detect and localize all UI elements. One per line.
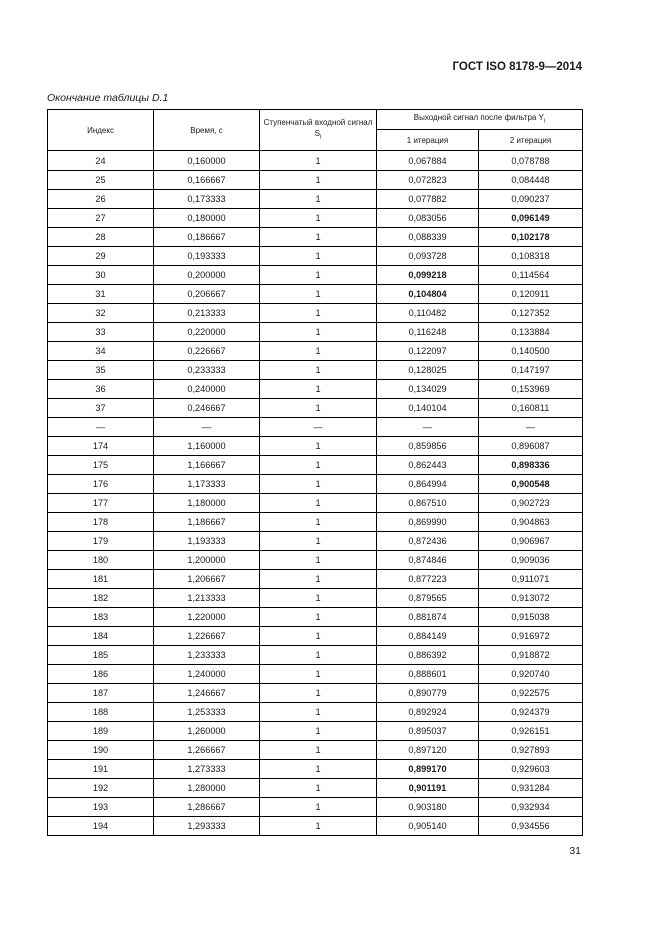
cell-input-signal: 1 — [260, 247, 377, 266]
cell-iteration-2: 0,084448 — [479, 171, 583, 190]
table-row — [48, 342, 583, 361]
cell-iteration-2: 0,926151 — [479, 722, 583, 741]
cell-index: 176 — [48, 475, 154, 494]
cell-index: 180 — [48, 551, 154, 570]
cell-input-signal: 1 — [260, 266, 377, 285]
cell-iteration-1: 0,884149 — [377, 627, 479, 646]
table-row — [48, 779, 583, 798]
cell-iteration-1: 0,083056 — [377, 209, 479, 228]
cell-input-signal: 1 — [260, 513, 377, 532]
cell-input-signal: 1 — [260, 190, 377, 209]
cell-iteration-1: 0,088339 — [377, 228, 479, 247]
cell-index: 174 — [48, 437, 154, 456]
table-row — [48, 361, 583, 380]
cell-input-signal: 1 — [260, 741, 377, 760]
page-number: 31 — [569, 845, 581, 857]
cell-index: 36 — [48, 380, 154, 399]
cell-input-signal: 1 — [260, 570, 377, 589]
cell-iteration-1: 0,897120 — [377, 741, 479, 760]
cell-time: 0,246667 — [154, 399, 260, 418]
table-row — [48, 494, 583, 513]
cell-iteration-2: 0,090237 — [479, 190, 583, 209]
cell-iteration-2: 0,924379 — [479, 703, 583, 722]
cell-iteration-1: 0,867510 — [377, 494, 479, 513]
cell-iteration-1: 0,869990 — [377, 513, 479, 532]
table-row — [48, 589, 583, 608]
cell-index: 194 — [48, 817, 154, 836]
cell-iteration-2: 0,133884 — [479, 323, 583, 342]
table-row — [48, 399, 583, 418]
cell-iteration-2: 0,120911 — [479, 285, 583, 304]
cell-input-signal: 1 — [260, 779, 377, 798]
cell-index: 35 — [48, 361, 154, 380]
cell-time: 0,240000 — [154, 380, 260, 399]
cell-time: 1,206667 — [154, 570, 260, 589]
cell-iteration-1: 0,901191 — [377, 779, 479, 798]
cell-iteration-2: 0,904863 — [479, 513, 583, 532]
cell-index: 33 — [48, 323, 154, 342]
cell-index: 175 — [48, 456, 154, 475]
table-row — [48, 684, 583, 703]
cell-index: 25 — [48, 171, 154, 190]
table-row — [48, 171, 583, 190]
cell-time: 0,166667 — [154, 171, 260, 190]
cell-input-signal: 1 — [260, 551, 377, 570]
cell-iteration-1: 0,895037 — [377, 722, 479, 741]
table-row — [48, 228, 583, 247]
cell-iteration-1: 0,892924 — [377, 703, 479, 722]
cell-time: 0,193333 — [154, 247, 260, 266]
col-header-index: Индекс — [48, 110, 154, 151]
table-row — [48, 703, 583, 722]
cell-time: 1,280000 — [154, 779, 260, 798]
input-signal-label: Ступенчатый входной сигнал S — [263, 117, 373, 138]
cell-input-signal: 1 — [260, 532, 377, 551]
cell-iteration-2: 0,108318 — [479, 247, 583, 266]
cell-index: 185 — [48, 646, 154, 665]
col-header-output-signal — [377, 110, 583, 130]
cell-input-signal: 1 — [260, 209, 377, 228]
table-row — [48, 722, 583, 741]
cell-input-signal: — — [260, 418, 377, 437]
cell-iteration-1: 0,890779 — [377, 684, 479, 703]
cell-iteration-2: 0,102178 — [479, 228, 583, 247]
cell-iteration-1: 0,859856 — [377, 437, 479, 456]
cell-time: 0,206667 — [154, 285, 260, 304]
table-row — [48, 380, 583, 399]
cell-index: 34 — [48, 342, 154, 361]
cell-input-signal: 1 — [260, 608, 377, 627]
cell-time: 0,173333 — [154, 190, 260, 209]
cell-time: 1,286667 — [154, 798, 260, 817]
cell-iteration-1: 0,134029 — [377, 380, 479, 399]
cell-iteration-1: 0,128025 — [377, 361, 479, 380]
cell-time: 1,273333 — [154, 760, 260, 779]
cell-input-signal: 1 — [260, 589, 377, 608]
cell-iteration-2: 0,114564 — [479, 266, 583, 285]
cell-input-signal: 1 — [260, 151, 377, 171]
cell-input-signal: 1 — [260, 475, 377, 494]
cell-iteration-1: 0,905140 — [377, 817, 479, 836]
cell-input-signal: 1 — [260, 399, 377, 418]
col-header-time: Время, с — [154, 110, 260, 151]
cell-input-signal: 1 — [260, 703, 377, 722]
cell-input-signal: 1 — [260, 323, 377, 342]
cell-iteration-1: 0,903180 — [377, 798, 479, 817]
table-row — [48, 817, 583, 836]
table-row — [48, 304, 583, 323]
table-row — [48, 209, 583, 228]
cell-iteration-1: 0,886392 — [377, 646, 479, 665]
cell-input-signal: 1 — [260, 665, 377, 684]
cell-iteration-2: 0,140500 — [479, 342, 583, 361]
cell-input-signal: 1 — [260, 380, 377, 399]
cell-index: — — [48, 418, 154, 437]
cell-iteration-2: 0,078788 — [479, 151, 583, 171]
cell-index: 177 — [48, 494, 154, 513]
cell-time: 1,233333 — [154, 646, 260, 665]
cell-index: 179 — [48, 532, 154, 551]
table-row — [48, 285, 583, 304]
cell-input-signal: 1 — [260, 228, 377, 247]
cell-index: 28 — [48, 228, 154, 247]
table-row — [48, 151, 583, 171]
table-row — [48, 247, 583, 266]
cell-time: 1,213333 — [154, 589, 260, 608]
cell-time: 0,180000 — [154, 209, 260, 228]
table-row — [48, 798, 583, 817]
cell-input-signal: 1 — [260, 798, 377, 817]
cell-index: 27 — [48, 209, 154, 228]
table-row — [48, 627, 583, 646]
cell-time: 1,186667 — [154, 513, 260, 532]
cell-index: 178 — [48, 513, 154, 532]
cell-iteration-2: 0,160811 — [479, 399, 583, 418]
table-row — [48, 532, 583, 551]
table-row — [48, 551, 583, 570]
cell-iteration-2: 0,927893 — [479, 741, 583, 760]
col-header-input-signal — [260, 110, 377, 151]
cell-index: 188 — [48, 703, 154, 722]
cell-iteration-1: 0,110482 — [377, 304, 479, 323]
cell-iteration-1: 0,879565 — [377, 589, 479, 608]
cell-input-signal: 1 — [260, 304, 377, 323]
table-caption: Окончание таблицы D.1 — [47, 92, 169, 104]
cell-input-signal: 1 — [260, 494, 377, 513]
cell-time: 0,233333 — [154, 361, 260, 380]
cell-input-signal: 1 — [260, 285, 377, 304]
cell-time: 0,226667 — [154, 342, 260, 361]
data-table — [47, 109, 583, 836]
cell-time: 0,213333 — [154, 304, 260, 323]
cell-iteration-2: 0,902723 — [479, 494, 583, 513]
table-row — [48, 418, 583, 437]
table-row — [48, 475, 583, 494]
cell-iteration-1: 0,888601 — [377, 665, 479, 684]
cell-time: 1,193333 — [154, 532, 260, 551]
cell-index: 184 — [48, 627, 154, 646]
cell-iteration-1: 0,104804 — [377, 285, 479, 304]
cell-iteration-2: 0,932934 — [479, 798, 583, 817]
table-row — [48, 190, 583, 209]
cell-index: 192 — [48, 779, 154, 798]
table-row — [48, 608, 583, 627]
cell-time: 0,220000 — [154, 323, 260, 342]
cell-index: 187 — [48, 684, 154, 703]
cell-iteration-1: 0,872436 — [377, 532, 479, 551]
cell-input-signal: 1 — [260, 760, 377, 779]
cell-iteration-2: 0,911071 — [479, 570, 583, 589]
cell-time: 1,253333 — [154, 703, 260, 722]
cell-input-signal: 1 — [260, 684, 377, 703]
cell-index: 29 — [48, 247, 154, 266]
cell-index: 181 — [48, 570, 154, 589]
cell-iteration-2: 0,915038 — [479, 608, 583, 627]
table-body — [48, 151, 583, 836]
cell-iteration-2: 0,906967 — [479, 532, 583, 551]
cell-iteration-1: 0,877223 — [377, 570, 479, 589]
cell-iteration-1: 0,140104 — [377, 399, 479, 418]
cell-iteration-2: 0,913072 — [479, 589, 583, 608]
cell-input-signal: 1 — [260, 361, 377, 380]
cell-iteration-2: 0,909036 — [479, 551, 583, 570]
cell-iteration-2: — — [479, 418, 583, 437]
col-header-iteration-1: 1 итерация — [377, 130, 479, 151]
cell-iteration-1: 0,864994 — [377, 475, 479, 494]
cell-iteration-1: 0,072823 — [377, 171, 479, 190]
cell-time: 1,180000 — [154, 494, 260, 513]
cell-time: 1,160000 — [154, 437, 260, 456]
cell-input-signal: 1 — [260, 342, 377, 361]
cell-index: 24 — [48, 151, 154, 171]
cell-iteration-2: 0,922575 — [479, 684, 583, 703]
cell-time: — — [154, 418, 260, 437]
cell-iteration-2: 0,153969 — [479, 380, 583, 399]
cell-iteration-1: 0,099218 — [377, 266, 479, 285]
cell-input-signal: 1 — [260, 817, 377, 836]
cell-time: 1,246667 — [154, 684, 260, 703]
cell-time: 1,260000 — [154, 722, 260, 741]
cell-index: 31 — [48, 285, 154, 304]
cell-iteration-2: 0,929603 — [479, 760, 583, 779]
cell-index: 193 — [48, 798, 154, 817]
cell-time: 0,200000 — [154, 266, 260, 285]
cell-time: 1,173333 — [154, 475, 260, 494]
cell-iteration-2: 0,918872 — [479, 646, 583, 665]
cell-iteration-1: 0,067884 — [377, 151, 479, 171]
cell-iteration-1: 0,093728 — [377, 247, 479, 266]
cell-input-signal: 1 — [260, 171, 377, 190]
cell-iteration-1: 0,077882 — [377, 190, 479, 209]
output-signal-subscript: i — [543, 118, 546, 125]
cell-index: 183 — [48, 608, 154, 627]
cell-time: 0,186667 — [154, 228, 260, 247]
cell-iteration-2: 0,934556 — [479, 817, 583, 836]
table-row — [48, 741, 583, 760]
cell-iteration-2: 0,900548 — [479, 475, 583, 494]
table-row — [48, 456, 583, 475]
cell-iteration-2: 0,127352 — [479, 304, 583, 323]
cell-input-signal: 1 — [260, 437, 377, 456]
output-signal-label: Выходной сигнал после фильтра Y — [413, 112, 544, 122]
cell-index: 182 — [48, 589, 154, 608]
cell-input-signal: 1 — [260, 627, 377, 646]
cell-iteration-2: 0,916972 — [479, 627, 583, 646]
table-row — [48, 323, 583, 342]
cell-iteration-2: 0,896087 — [479, 437, 583, 456]
cell-index: 26 — [48, 190, 154, 209]
cell-index: 32 — [48, 304, 154, 323]
cell-iteration-2: 0,931284 — [479, 779, 583, 798]
cell-time: 1,200000 — [154, 551, 260, 570]
cell-time: 0,160000 — [154, 151, 260, 171]
cell-iteration-1: 0,881874 — [377, 608, 479, 627]
cell-iteration-1: 0,874846 — [377, 551, 479, 570]
table-row — [48, 665, 583, 684]
cell-iteration-2: 0,920740 — [479, 665, 583, 684]
cell-index: 30 — [48, 266, 154, 285]
cell-iteration-2: 0,898336 — [479, 456, 583, 475]
cell-time: 1,220000 — [154, 608, 260, 627]
standard-designation: ГОСТ ISO 8178-9—2014 — [452, 61, 582, 73]
cell-time: 1,226667 — [154, 627, 260, 646]
cell-iteration-2: 0,096149 — [479, 209, 583, 228]
cell-time: 1,293333 — [154, 817, 260, 836]
cell-iteration-1: 0,116248 — [377, 323, 479, 342]
table-row — [48, 437, 583, 456]
cell-index: 37 — [48, 399, 154, 418]
table-row — [48, 570, 583, 589]
table-row — [48, 760, 583, 779]
input-signal-subscript: i — [320, 134, 322, 141]
cell-iteration-2: 0,147197 — [479, 361, 583, 380]
cell-index: 189 — [48, 722, 154, 741]
cell-iteration-1: 0,899170 — [377, 760, 479, 779]
table-row — [48, 646, 583, 665]
cell-time: 1,240000 — [154, 665, 260, 684]
cell-index: 191 — [48, 760, 154, 779]
cell-time: 1,266667 — [154, 741, 260, 760]
table-row — [48, 266, 583, 285]
cell-input-signal: 1 — [260, 456, 377, 475]
table-row — [48, 513, 583, 532]
cell-iteration-1: 0,862443 — [377, 456, 479, 475]
col-header-iteration-2: 2 итерация — [479, 130, 583, 151]
cell-index: 186 — [48, 665, 154, 684]
cell-input-signal: 1 — [260, 722, 377, 741]
cell-iteration-1: — — [377, 418, 479, 437]
cell-iteration-1: 0,122097 — [377, 342, 479, 361]
cell-index: 190 — [48, 741, 154, 760]
cell-input-signal: 1 — [260, 646, 377, 665]
cell-time: 1,166667 — [154, 456, 260, 475]
